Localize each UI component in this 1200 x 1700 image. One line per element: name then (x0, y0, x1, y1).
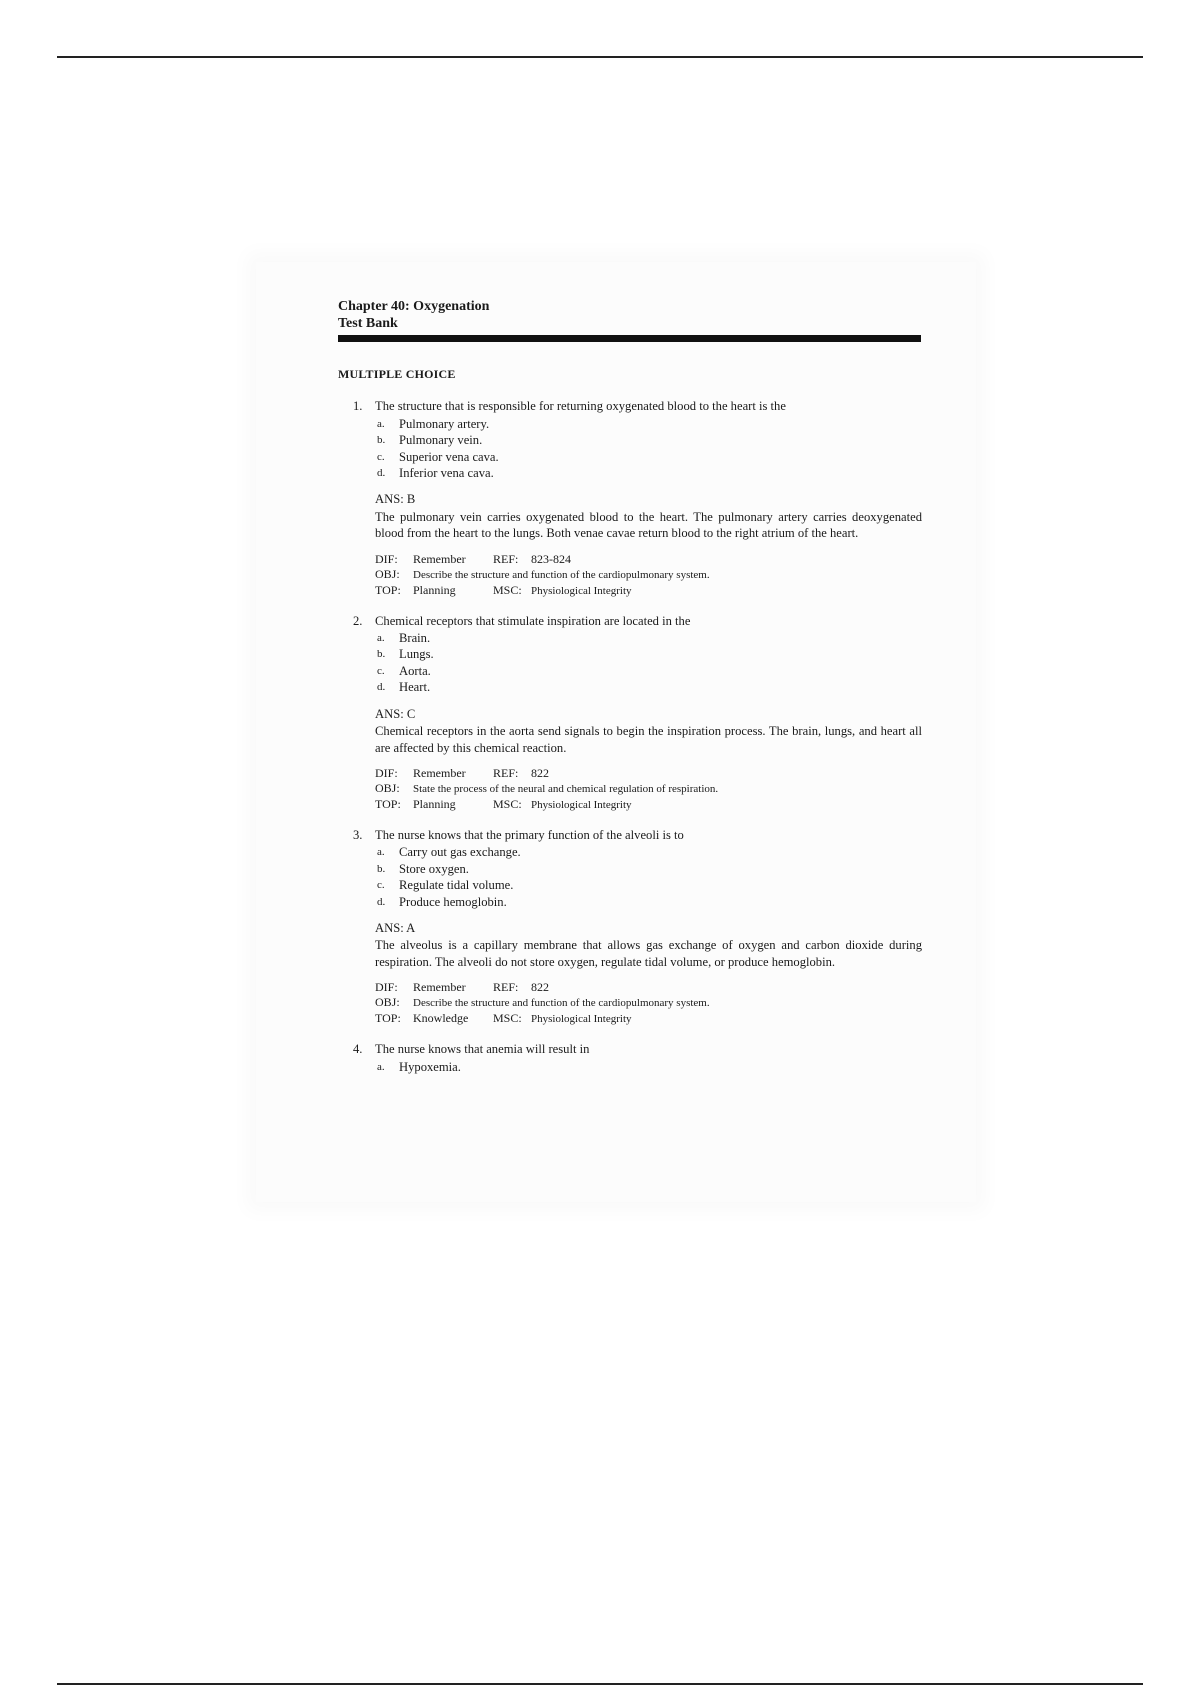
option-text: Produce hemoglobin. (399, 894, 507, 909)
question-item (338, 1041, 922, 1075)
option-letter: b. (377, 434, 386, 447)
meta-row-top (375, 797, 922, 813)
page-top-rule (57, 56, 1143, 58)
option-letter: d. (377, 681, 386, 694)
meta-row-dif (375, 980, 922, 995)
option-text: Brain. (399, 631, 431, 646)
meta-row-top (375, 583, 922, 599)
option-letter: d. (377, 467, 386, 480)
option-letter: b. (377, 862, 386, 875)
question-metadata (375, 552, 922, 599)
answer-block (375, 920, 922, 970)
question-metadata (375, 766, 922, 813)
msc-value: Physiological Integrity (531, 584, 632, 597)
option-text: Pulmonary vein. (399, 433, 483, 448)
option-item (375, 894, 922, 910)
option-item (375, 646, 922, 662)
document-body (338, 298, 922, 1089)
option-item (375, 844, 922, 860)
meta-row-top (375, 1011, 922, 1027)
answer-rationale: The pulmonary vein carries oxygenated blood to the heart. The pulmonary artery carries deoxygenated blood from the heart to the lungs. Both venae cavae return blood to the right atrium of the heart. (375, 509, 922, 541)
dif-value: Remember (413, 765, 466, 780)
option-item (375, 630, 922, 646)
option-list (375, 630, 922, 696)
meta-row-obj (375, 995, 922, 1011)
option-letter: b. (377, 648, 386, 661)
msc-value: Physiological Integrity (531, 798, 632, 811)
option-text: Lungs. (399, 647, 434, 662)
option-letter: a. (377, 1060, 385, 1073)
dif-label: DIF: (375, 765, 398, 780)
ref-label: REF: (493, 551, 519, 566)
option-list (375, 1059, 922, 1075)
top-label: TOP: (375, 796, 401, 811)
option-text: Hypoxemia. (399, 1059, 461, 1074)
option-letter: c. (377, 879, 385, 892)
option-text: Superior vena cava. (399, 449, 499, 464)
question-item (338, 398, 922, 598)
question-stem: Chemical receptors that stimulate inspiration are located in the (375, 613, 691, 628)
option-letter: a. (377, 417, 385, 430)
answer-key: ANS: C (375, 706, 416, 721)
top-value: Knowledge (413, 1011, 469, 1026)
msc-label: MSC: (493, 796, 522, 811)
question-stem: The nurse knows that anemia will result in (375, 1042, 590, 1057)
top-value: Planning (413, 582, 456, 597)
question-metadata (375, 980, 922, 1027)
answer-key: ANS: B (375, 492, 416, 507)
option-letter: a. (377, 846, 385, 859)
question-stem: The structure that is responsible for returning oxygenated blood to the heart is the (375, 399, 786, 414)
ref-label: REF: (493, 765, 519, 780)
obj-value: State the process of the neural and chemical regulation of respiration. (413, 782, 719, 795)
question-item (338, 827, 922, 1027)
option-item (375, 877, 922, 893)
option-item (375, 465, 922, 481)
top-label: TOP: (375, 582, 401, 597)
title-divider (338, 335, 921, 342)
ref-label: REF: (493, 980, 519, 995)
option-text: Store oxygen. (399, 861, 469, 876)
obj-label: OBJ: (375, 566, 400, 581)
meta-row-obj (375, 567, 922, 583)
question-item (338, 613, 922, 813)
option-item (375, 432, 922, 448)
ref-value: 822 (531, 980, 549, 995)
option-text: Heart. (399, 680, 431, 695)
meta-row-dif (375, 552, 922, 567)
document-subtitle: Test Bank (338, 316, 398, 331)
option-text: Inferior vena cava. (399, 466, 494, 481)
page-bottom-rule (57, 1683, 1143, 1685)
obj-value: Describe the structure and function of the cardiopulmonary system. (413, 997, 710, 1010)
dif-value: Remember (413, 551, 466, 566)
msc-value: Physiological Integrity (531, 1013, 632, 1026)
top-value: Planning (413, 796, 456, 811)
option-text: Regulate tidal volume. (399, 878, 514, 893)
answer-rationale: Chemical receptors in the aorta send signals to begin the inspiration process. The brain, lungs, and heart all are affected by this chemical reaction. (375, 724, 922, 755)
obj-label: OBJ: (375, 995, 400, 1010)
option-item (375, 1059, 922, 1075)
section-heading: MULTIPLE CHOICE (338, 367, 456, 381)
option-item (375, 416, 922, 432)
option-text: Carry out gas exchange. (399, 845, 521, 860)
option-letter: c. (377, 664, 385, 677)
obj-value: Describe the structure and function of the cardiopulmonary system. (413, 568, 710, 581)
answer-rationale: The alveolus is a capillary membrane that allows gas exchange of oxygen and carbon dioxide during respiration. The alveoli do not store oxygen, regulate tidal volume, or produce hemoglobin. (375, 938, 922, 969)
meta-row-dif (375, 766, 922, 781)
ref-value: 822 (531, 765, 549, 780)
meta-row-obj (375, 781, 922, 797)
question-stem: The nurse knows that the primary function of the alveoli is to (375, 827, 684, 842)
dif-label: DIF: (375, 980, 398, 995)
option-text: Pulmonary artery. (399, 416, 490, 431)
option-letter: c. (377, 450, 385, 463)
option-item (375, 679, 922, 695)
option-letter: a. (377, 632, 385, 645)
msc-label: MSC: (493, 1011, 522, 1026)
option-list (375, 416, 922, 482)
answer-key: ANS: A (375, 920, 416, 935)
obj-label: OBJ: (375, 780, 400, 795)
answer-block (375, 706, 922, 756)
question-number: 4. (353, 1042, 363, 1057)
option-text: Aorta. (399, 663, 431, 678)
option-item (375, 663, 922, 679)
top-label: TOP: (375, 1011, 401, 1026)
dif-value: Remember (413, 980, 466, 995)
ref-value: 823-824 (531, 551, 571, 566)
msc-label: MSC: (493, 582, 522, 597)
answer-block (375, 491, 922, 541)
option-list (375, 844, 922, 910)
question-number: 3. (353, 827, 363, 842)
dif-label: DIF: (375, 551, 398, 566)
question-number: 2. (353, 613, 363, 628)
question-number: 1. (353, 399, 363, 414)
chapter-title: Chapter 40: Oxygenation (338, 299, 490, 314)
option-letter: d. (377, 895, 386, 908)
option-item (375, 449, 922, 465)
option-item (375, 861, 922, 877)
question-list (338, 398, 922, 1075)
